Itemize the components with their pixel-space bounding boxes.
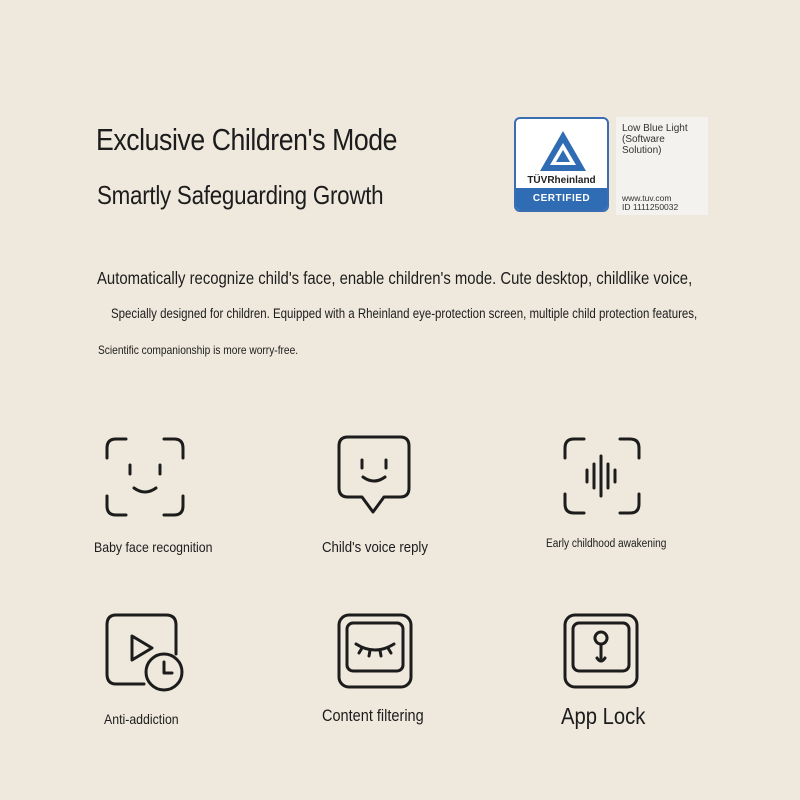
feature-label: Early childhood awakening <box>546 538 667 550</box>
feature-label: Content filtering <box>322 707 424 725</box>
voice-wave-icon <box>562 436 642 516</box>
page-title: Exclusive Children's Mode <box>96 122 398 157</box>
feature-label: App Lock <box>561 703 646 729</box>
certified-label: CERTIFIED <box>516 188 607 210</box>
feature-label: Child's voice reply <box>322 539 428 556</box>
description-line-1: Automatically recognize child's face, enable children's mode. Cute desktop, childlike voice, <box>97 268 693 288</box>
chat-smile-icon <box>336 434 412 516</box>
video-time-icon <box>104 612 186 694</box>
tuv-logo <box>514 117 609 212</box>
certification-description: Low Blue Light (Software Solution) <box>622 123 688 156</box>
certification-url: www.tuv.com <box>622 193 672 203</box>
feature-label: Anti-addiction <box>104 711 179 727</box>
page-subtitle: Smartly Safeguarding Growth <box>97 180 384 210</box>
certification-id: ID 1111250032 <box>622 202 679 212</box>
lock-icon <box>562 612 640 692</box>
tuv-certification-badge <box>514 117 708 215</box>
certification-info <box>616 117 708 215</box>
face-scan-icon <box>104 436 186 518</box>
tuv-brand: TÜVRheinland <box>527 175 596 186</box>
description-line-3: Scientific companionship is more worry-free. <box>98 343 299 357</box>
tuv-triangle-icon <box>538 129 588 173</box>
feature-label: Baby face recognition <box>94 539 213 555</box>
description-line-2: Specially designed for children. Equipped with a Rheinland eye-protection screen, multiple child protection features, <box>111 306 698 321</box>
eye-filter-icon <box>336 612 414 692</box>
